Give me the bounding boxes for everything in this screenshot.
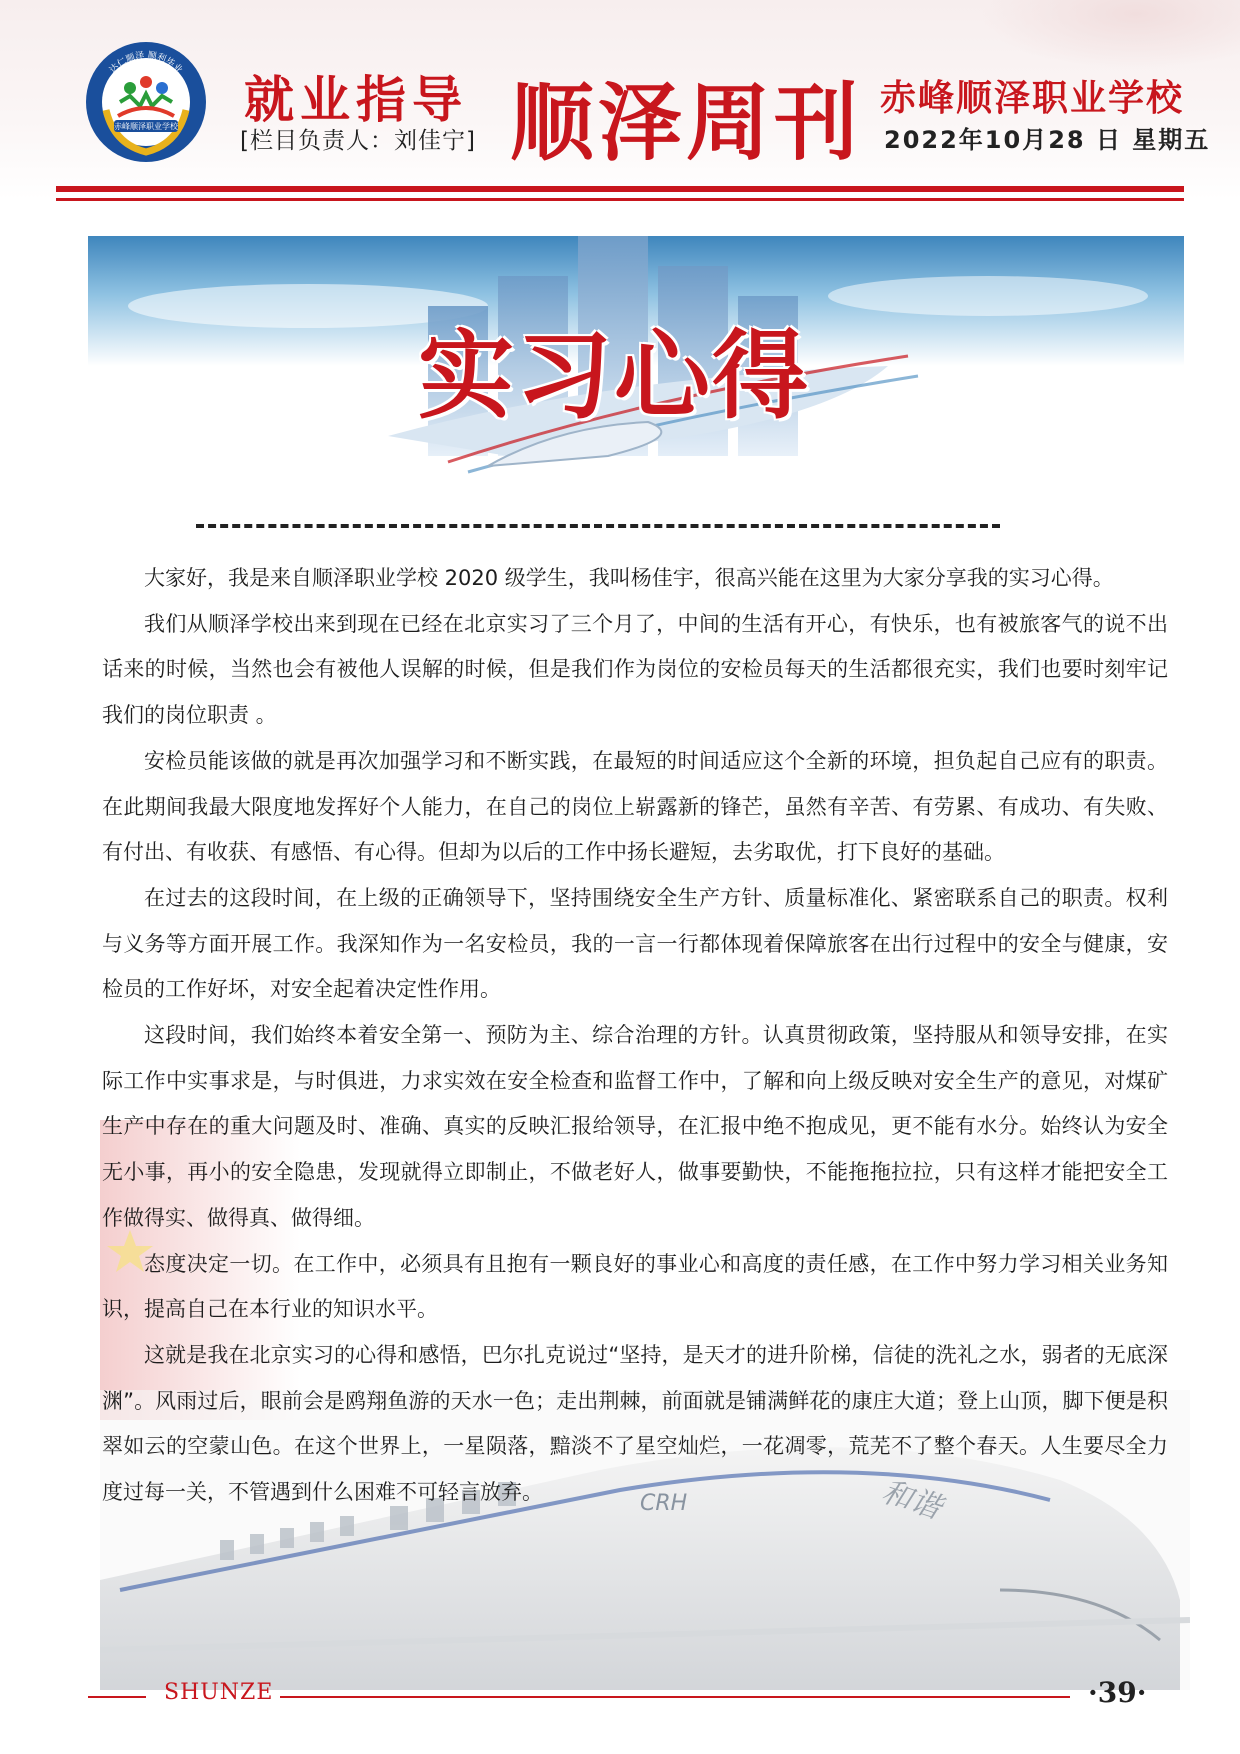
logo-top-text: 达仁顺泽 顺利毕业 [108,50,184,76]
publication-title: 顺泽周刊 [510,73,863,172]
article-paragraph-4: 在过去的这段时间，在上级的正确领导下，坚持围绕安全生产方针、质量标准化、紧密联系自己的职责。权利与义务等方面开展工作。我深知作为一名安检员，我的一言一行都体现着保障旅客在出行过程中的安全与健康，安检员的工作好坏，对安全起着决定性作用。 [102,885,1168,1002]
article-paragraph-3: 安检员能该做的就是再次加强学习和不断实践，在最短的时间适应这个全新的环境，担负起自己应有的职责。在此期间我最大限度地发挥好个人能力，在自己的岗位上崭露新的锋芒，虽然有辛苦、有劳累、有成功、有失败、有付出、有收获、有感悟、有心得。但却为以后的工作中扬长避短，去劣取优，打下良好的基础。 [102,748,1168,865]
footer-brand: SHUNZE [164,1680,274,1705]
article-paragraph-7: 这就是我在北京实习的心得和感悟，巴尔扎克说过“坚持，是天才的进升阶梯，信徒的洗礼之水，弱者的无底深渊”。风雨过后，眼前会是鸥翔鱼游的天水一色；走出荆棘，前面就是铺满鲜花的康庄大道；登上山顶，脚下便是积翠如云的空蒙山色。在这个世界上，一星陨落，黯淡不了星空灿烂，一花凋零，荒芜不了整个春天。人生要尽全力度过每一关，不管遇到什么困难不可轻言放弃。 [102,1342,1168,1505]
article-paragraph-1: 大家好，我是来自顺泽职业学校 2020 级学生，我叫杨佳宇，很高兴能在这里为大家分享我的实习心得。 [144,566,1114,590]
title-dashed-divider [196,524,1000,528]
column-editor: [栏目负责人：刘佳宁] [240,128,476,154]
page-number: ·39· [1088,1676,1147,1709]
article-body [102,556,1168,1516]
train-name-label: 和谐 [877,1474,946,1527]
article-paragraph-6: 态度决定一切。在工作中，必须具有且抱有一颗良好的事业心和高度的责任感，在工作中努力学习相关业务知识，提高自己在本行业的知识水平。 [102,1251,1168,1322]
footer-rule-middle [280,1696,1070,1698]
article-paragraph-5: 这段时间，我们始终本着安全第一、预防为主、综合治理的方针。认真贯彻政策，坚持服从和领导安排，在实际工作中实事求是，与时俱进，力求实效在安全检查和监督工作中，了解和向上级反映对安全生产的意见，对煤矿生产中存在的重大问题及时、准确、真实的反映汇报给领导，在汇报中绝不抱成见，更不能有水分。始终认为安全无小事，再小的安全隐患，发现就得立即制止，不做老好人，做事要勤快，不能拖拖拉拉，只有这样才能把安全工作做得实、做得真、做得细。 [102,1023,1168,1230]
school-name: 赤峰顺泽职业学校 [880,78,1185,119]
column-title: 就业指导 [244,71,468,129]
train-crh-label: CRH [640,1491,688,1516]
footer-rule-left [88,1696,146,1698]
header-rule-thick [56,186,1184,192]
issue-date: 2022年10月28 日 星期五 [884,126,1211,154]
header-rule-thin [56,198,1184,201]
article-title: 实习心得 [418,319,810,432]
header-cloud-decoration [980,0,1240,70]
logo-bottom-text: 赤峰顺泽职业学校 [114,122,178,131]
school-logo-icon [84,40,208,164]
article-paragraph-2: 我们从顺泽学校出来到现在已经在北京实习了三个月了，中间的生活有开心，有快乐，也有被旅客气的说不出话来的时候，当然也会有被他人误解的时候，但是我们作为岗位的安检员每天的生活都很充实，我们也要时刻牢记我们的岗位职责 。 [102,611,1168,728]
